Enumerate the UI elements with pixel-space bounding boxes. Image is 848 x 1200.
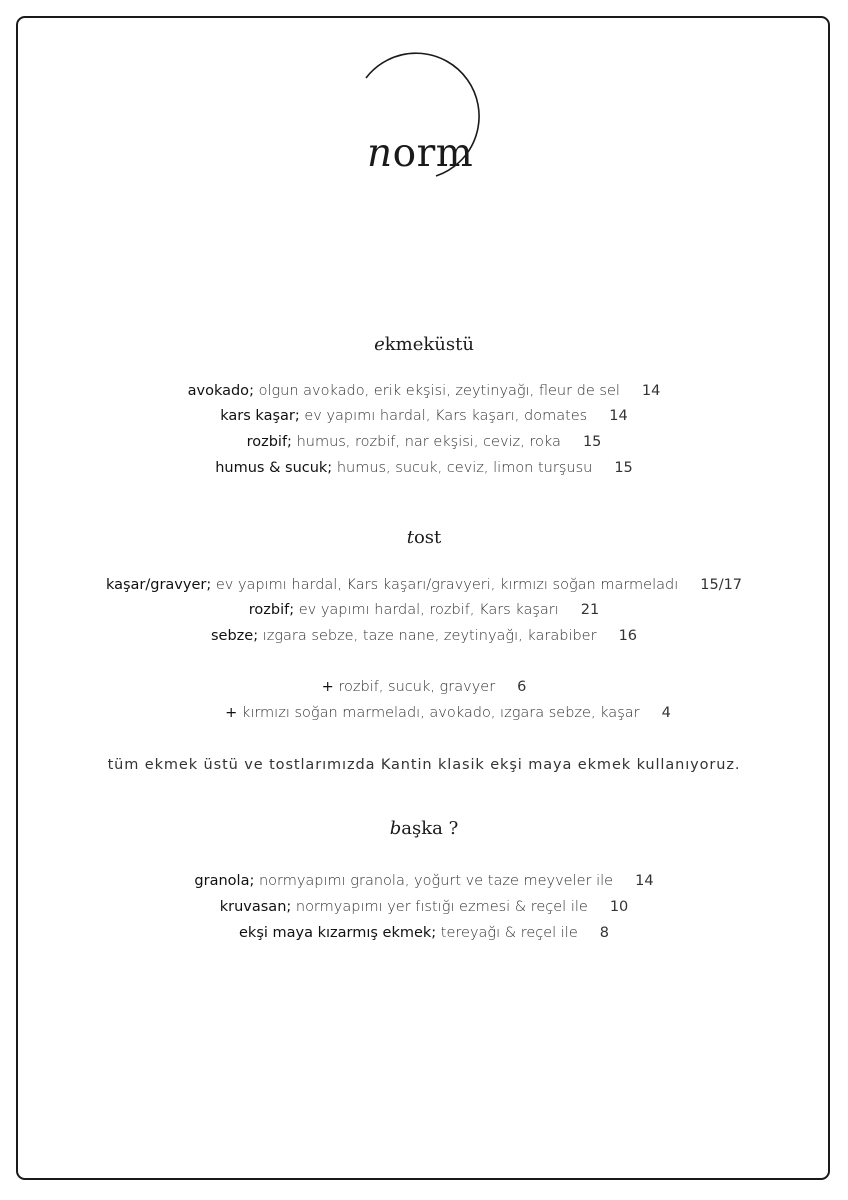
item-price: 14 bbox=[635, 873, 654, 889]
item-name: sebze; bbox=[210, 628, 259, 644]
logo-rest: orm bbox=[392, 131, 474, 176]
menu-item: avokado; olgun avokado, erik ekşisi, zeytinyağı, fleur de sel 14 bbox=[187, 383, 661, 399]
menu-item bbox=[0, 458, 848, 478]
extra-description: kırmızı soğan marmeladı, avokado, ızgara sebze, kaşar bbox=[241, 705, 640, 721]
menu-item bbox=[0, 432, 848, 452]
item-description: ev yapımı hardal, Kars kaşarı/gravyeri, kırmızı soğan marmeladı bbox=[215, 577, 679, 593]
menu-item bbox=[0, 626, 848, 646]
item-price: 15 bbox=[582, 434, 602, 450]
item-price: 14 bbox=[641, 383, 661, 399]
menu-item bbox=[0, 575, 848, 595]
logo-wordmark bbox=[367, 131, 474, 176]
item-description: normyapımı granola, yoğurt ve taze meyveler ile bbox=[258, 873, 614, 889]
item-name: kaşar/gravyer; bbox=[105, 577, 212, 593]
norm-logo bbox=[355, 50, 490, 180]
extra-item bbox=[0, 677, 848, 697]
item-description: ev yapımı hardal, rozbif, Kars kaşarı bbox=[298, 602, 559, 618]
item-description: tereyağı & reçel ile bbox=[440, 925, 578, 941]
bread-note: tüm ekmek üstü ve tostlarımızda Kantin klasik ekşi maya ekmek kullanıyoruz. bbox=[107, 757, 741, 773]
menu-item bbox=[0, 897, 848, 917]
menu-item bbox=[0, 600, 848, 620]
item-name: granola; bbox=[194, 873, 255, 889]
section-title-ekmekustu: ekmeküstü bbox=[374, 334, 474, 355]
extra-description: rozbif, sucuk, gravyer bbox=[338, 679, 496, 695]
item-price: 21 bbox=[580, 602, 600, 618]
menu-item bbox=[0, 871, 848, 891]
item-description: ev yapımı hardal, Kars kaşarı, domates bbox=[304, 408, 588, 424]
extra-price: 6 bbox=[517, 679, 527, 695]
item-description: olgun avokado, erik ekşisi, zeytinyağı, fleur de sel bbox=[258, 383, 620, 399]
menu-item bbox=[0, 923, 848, 943]
plus-icon: + bbox=[225, 705, 238, 721]
extra-price: 4 bbox=[661, 705, 671, 721]
item-name: kars kaşar; bbox=[220, 408, 300, 424]
menu-page-border bbox=[16, 16, 830, 1180]
item-name: humus & sucuk; bbox=[215, 460, 333, 476]
item-name: rozbif; bbox=[246, 434, 292, 450]
item-price: 14 bbox=[609, 408, 628, 424]
section-title-tost: tost bbox=[406, 527, 442, 548]
item-description: humus, sucuk, ceviz, limon turşusu bbox=[336, 460, 593, 476]
item-name: kruvasan; bbox=[219, 899, 292, 915]
item-price: 10 bbox=[609, 899, 629, 915]
logo-initial: n bbox=[367, 131, 393, 176]
item-price: 16 bbox=[618, 628, 638, 644]
item-price: 15 bbox=[614, 460, 633, 476]
item-name: ekşi maya kızarmış ekmek; bbox=[239, 925, 437, 941]
menu-item bbox=[0, 406, 848, 426]
extra-item bbox=[0, 703, 848, 723]
section-title-baska: başka ? bbox=[389, 818, 459, 839]
item-description: humus, rozbif, nar ekşisi, ceviz, roka bbox=[296, 434, 561, 450]
plus-icon: + bbox=[321, 679, 334, 695]
item-name: rozbif; bbox=[248, 602, 295, 618]
item-description: ızgara sebze, taze nane, zeytinyağı, karabiber bbox=[262, 628, 597, 644]
item-description: normyapımı yer fıstığı ezmesi & reçel ile bbox=[295, 899, 588, 915]
item-price: 8 bbox=[599, 925, 609, 941]
item-name: avokado bbox=[187, 383, 250, 399]
item-price: 15/17 bbox=[700, 577, 743, 593]
